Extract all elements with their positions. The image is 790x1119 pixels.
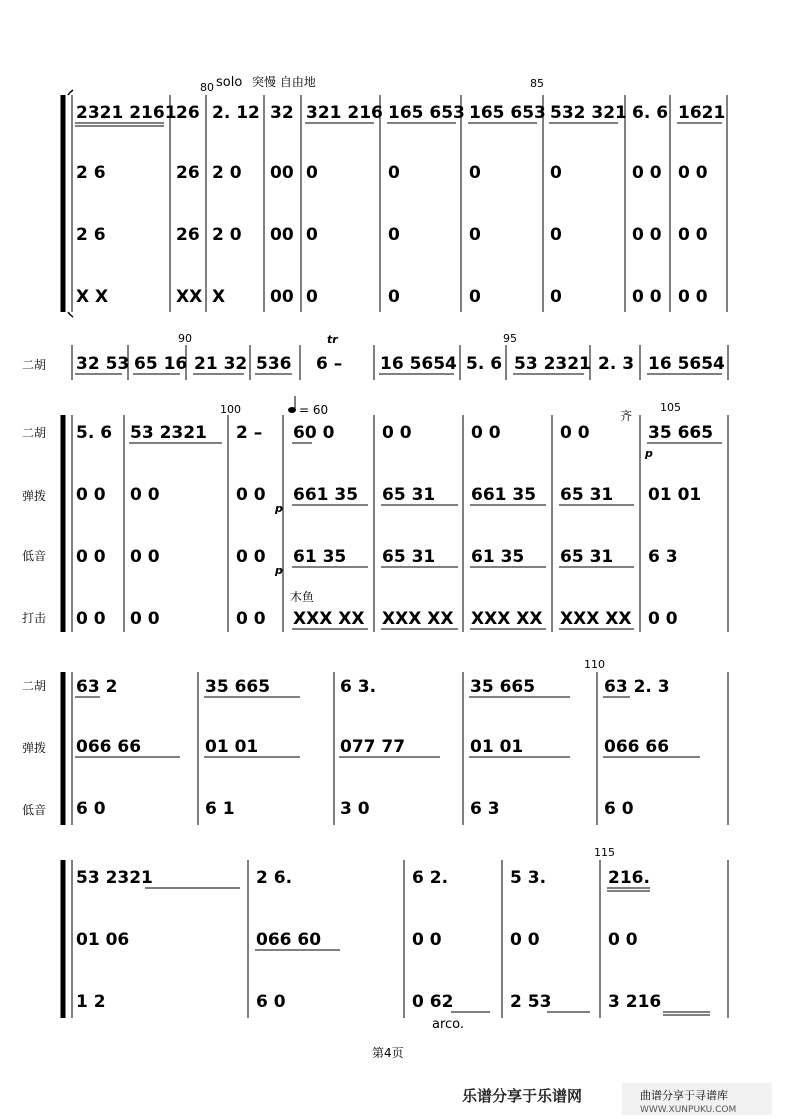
note-group: 0 xyxy=(550,225,562,245)
note-group: 0 0 xyxy=(412,930,442,950)
dynamic-p: p xyxy=(645,447,653,460)
note-group: 16 5654 xyxy=(380,354,457,374)
note-group: 0 xyxy=(306,287,318,307)
tempo-mark: = 60 xyxy=(299,403,329,417)
note-group: 16 5654 xyxy=(648,354,725,374)
note-group: 61 35 xyxy=(471,547,525,567)
watermark-side: 曲谱分享于寻谱库 xyxy=(640,1089,728,1102)
trill-mark: tr xyxy=(327,333,338,346)
measure-number: 100 xyxy=(220,403,241,416)
note-group: XXX XX xyxy=(293,609,365,629)
note-group: 26 xyxy=(176,163,200,183)
note-group: 0 0 xyxy=(76,609,106,629)
instrument-label-daji: 打击 xyxy=(22,611,47,625)
note-group: 61 35 xyxy=(293,547,347,567)
solo-label: solo xyxy=(216,75,243,90)
note-group: 5. 6 xyxy=(76,423,113,443)
note-group: XXX XX xyxy=(560,609,632,629)
note-group: 35 665 xyxy=(470,677,536,697)
note-group: 6 2. xyxy=(412,868,449,888)
note-group: 60 0 xyxy=(293,423,335,443)
note-group: 6 3 xyxy=(648,547,678,567)
note-group: 536 xyxy=(256,354,292,374)
note-group: 26 xyxy=(176,103,200,123)
note-group: 53 2321 xyxy=(76,868,153,888)
note-group: 0 62 xyxy=(412,992,454,1012)
page-number: 第4页 xyxy=(372,1046,404,1060)
barlines xyxy=(170,95,727,312)
watermark-main: 乐谱分享于乐谱网 xyxy=(462,1087,583,1105)
bracket-hook xyxy=(68,312,73,317)
note-group: 01 01 xyxy=(648,485,702,505)
instrument-label-erhu: 二胡 xyxy=(22,426,47,440)
arco-mark: arco. xyxy=(432,1017,465,1032)
measure-number: 110 xyxy=(584,658,605,671)
instrument-label-erhu: 二胡 xyxy=(22,679,47,693)
note-group: 165 653 xyxy=(388,103,465,123)
note-group: 01 01 xyxy=(205,737,259,757)
note-group: 661 35 xyxy=(293,485,359,505)
system-1 xyxy=(63,74,727,317)
note-group: 35 665 xyxy=(205,677,271,697)
note-group: 0 0 xyxy=(632,225,662,245)
barlines xyxy=(124,415,728,632)
note-group: XXX XX xyxy=(382,609,454,629)
note-group: 0 0 xyxy=(236,609,266,629)
note-group: 6 3 xyxy=(470,799,500,819)
note-group: 21 32 xyxy=(194,354,248,374)
note-group: 2 0 xyxy=(212,163,242,183)
note-group: X xyxy=(212,287,226,307)
underlines xyxy=(129,443,722,629)
note-group: 066 60 xyxy=(256,930,322,950)
measure-number: 115 xyxy=(594,846,615,859)
note-group: 2 6 xyxy=(76,163,106,183)
note-group: 0 xyxy=(306,163,318,183)
note-group: 5. 6 xyxy=(466,354,503,374)
note-group: 0 xyxy=(469,163,481,183)
note-group: 1621 xyxy=(678,103,726,123)
note-group: 6 – xyxy=(316,354,343,374)
note-group: 6 0 xyxy=(604,799,634,819)
note-group: 65 31 xyxy=(382,485,436,505)
note-group: 0 0 xyxy=(632,287,662,307)
note-group: 65 31 xyxy=(560,547,614,567)
tempo-change-label: 突慢 自由地 xyxy=(252,75,316,89)
note-group: 0 xyxy=(388,287,400,307)
note-group: 0 xyxy=(388,225,400,245)
note-group: 00 xyxy=(270,163,294,183)
note-group: 2. 3 xyxy=(598,354,635,374)
note-group: XX xyxy=(176,287,203,307)
system-4 xyxy=(22,658,728,825)
note-group: 165 653 xyxy=(469,103,546,123)
note-group: 0 0 xyxy=(236,547,266,567)
note-group: 066 66 xyxy=(76,737,142,757)
instrument-label-tanbo: 弹拨 xyxy=(22,741,47,755)
note-group: XXX XX xyxy=(471,609,543,629)
system-5 xyxy=(63,846,728,1032)
note-group: 6 1 xyxy=(205,799,235,819)
measure-number: 80 xyxy=(200,81,214,94)
note-group: 661 35 xyxy=(471,485,537,505)
note-group: 63 2. 3 xyxy=(604,677,670,697)
note-group: 0 0 xyxy=(130,609,160,629)
note-group: 2321 2161 xyxy=(76,103,177,123)
note-group: 6 0 xyxy=(256,992,286,1012)
note-group: 321 216 xyxy=(306,103,383,123)
note-group: 0 0 xyxy=(560,423,590,443)
note-group: 0 xyxy=(550,163,562,183)
note-group: 0 0 xyxy=(632,163,662,183)
note-group: 1 2 xyxy=(76,992,106,1012)
system-3 xyxy=(22,396,728,632)
note-group: 0 0 xyxy=(678,163,708,183)
note-group: 077 77 xyxy=(340,737,406,757)
note-group: 5 3. xyxy=(510,868,547,888)
note-group: 6. 6 xyxy=(632,103,669,123)
note-group: 0 0 xyxy=(678,225,708,245)
instrument-label-erhu: 二胡 xyxy=(22,358,47,372)
note-group: 65 31 xyxy=(382,547,436,567)
note-group: 0 0 xyxy=(236,485,266,505)
note-group: 0 xyxy=(306,225,318,245)
note-group: 53 2321 xyxy=(514,354,591,374)
note-group: 0 0 xyxy=(510,930,540,950)
note-group: 0 xyxy=(388,163,400,183)
measure-number: 95 xyxy=(503,332,517,345)
note-group: 01 01 xyxy=(470,737,524,757)
note-group: 2 6. xyxy=(256,868,293,888)
note-group: 01 06 xyxy=(76,930,130,950)
watermark-url: WWW.XUNPUKU.COM xyxy=(640,1105,737,1115)
note-group: 00 xyxy=(270,287,294,307)
note-group: 65 16 xyxy=(134,354,188,374)
note-group: 0 0 xyxy=(76,547,106,567)
bracket-hook xyxy=(68,90,73,95)
note-group: 2 – xyxy=(236,423,263,443)
note-group: 066 66 xyxy=(604,737,670,757)
note-group: 65 31 xyxy=(560,485,614,505)
note-group: 0 0 xyxy=(130,485,160,505)
note-group: 6 3. xyxy=(340,677,377,697)
instrument-label-diyin: 低音 xyxy=(22,549,47,563)
note-group: 35 665 xyxy=(648,423,714,443)
note-group: 0 0 xyxy=(130,547,160,567)
muyu-label: 木鱼 xyxy=(290,590,315,604)
note-group: 32 xyxy=(270,103,294,123)
note-group: 2. 12 xyxy=(212,103,260,123)
note-group: 2 0 xyxy=(212,225,242,245)
note-group: 63 2 xyxy=(76,677,118,697)
note-group: 532 321 xyxy=(550,103,627,123)
note-group: 2 53 xyxy=(510,992,552,1012)
note-group: 216. xyxy=(608,868,650,888)
note-group: 0 0 xyxy=(608,930,638,950)
note-group: 0 0 xyxy=(471,423,501,443)
note-group: 0 0 xyxy=(678,287,708,307)
instrument-label-tanbo: 弹拨 xyxy=(22,489,47,503)
note-group: 32 53 xyxy=(76,354,130,374)
note-group: 3 216 xyxy=(608,992,662,1012)
instrument-label-diyin: 低音 xyxy=(22,803,47,817)
measure-number: 90 xyxy=(178,332,192,345)
measure-number: 105 xyxy=(660,401,681,414)
note-group: 6 0 xyxy=(76,799,106,819)
note-group: 0 0 xyxy=(648,609,678,629)
note-group: 53 2321 xyxy=(130,423,207,443)
note-group: X X xyxy=(76,287,109,307)
note-group: 0 0 xyxy=(76,485,106,505)
note-group: 00 xyxy=(270,225,294,245)
note-group: 0 xyxy=(469,225,481,245)
note-group: 0 xyxy=(550,287,562,307)
system-2 xyxy=(22,332,728,380)
note-group: 2 6 xyxy=(76,225,106,245)
dynamic-p: p xyxy=(275,564,283,577)
measure-number: 85 xyxy=(530,77,544,90)
note-group: 0 0 xyxy=(382,423,412,443)
note-group: 3 0 xyxy=(340,799,370,819)
note-group: 0 xyxy=(469,287,481,307)
note-group: 26 xyxy=(176,225,200,245)
dynamic-p: p xyxy=(275,502,283,515)
unison-mark: 齐 xyxy=(620,409,633,423)
